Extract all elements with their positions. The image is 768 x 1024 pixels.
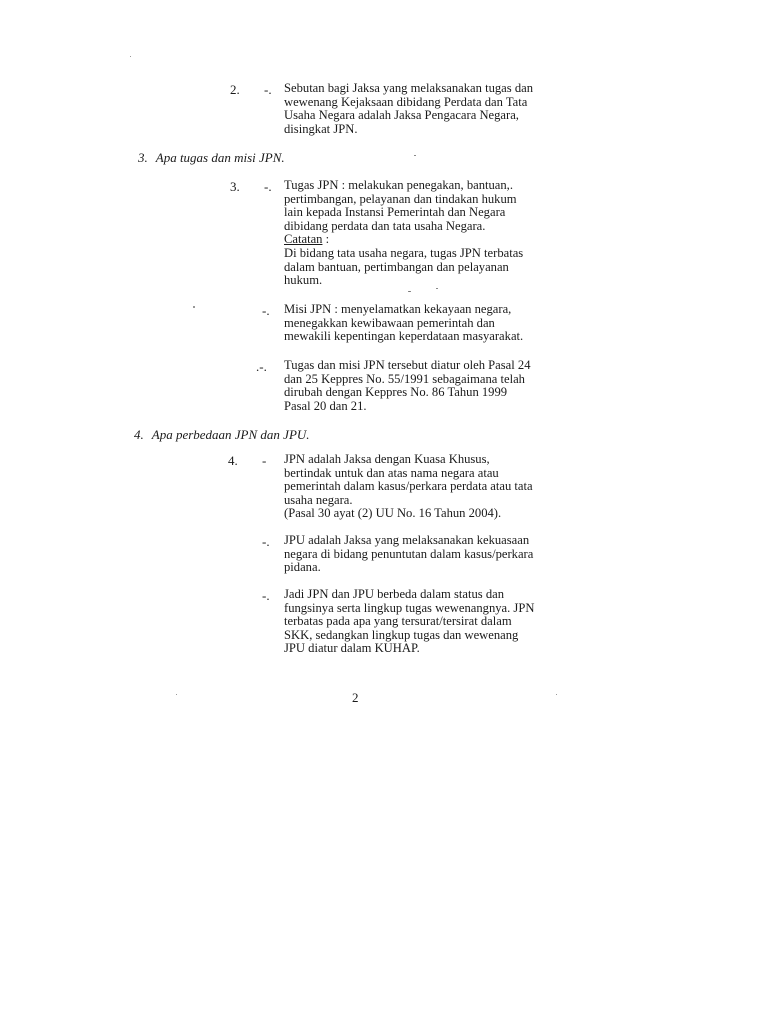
item-number-2: 2. — [230, 82, 240, 97]
page-number: 2 — [352, 690, 359, 705]
paragraph-jpu-definition — [284, 534, 587, 575]
text-line: Di bidang tata usaha negara, tugas JPN terbatas — [284, 245, 524, 260]
text-line: bertindak untuk dan atas nama negara atau — [284, 465, 499, 480]
text-line: dalam bantuan, pertimbangan dan pelayanan — [284, 259, 509, 274]
item-number-3: 3. — [230, 179, 240, 194]
text-line: SKK, sedangkan lingkup tugas dan wewenang — [284, 627, 519, 642]
text-line: pidana. — [284, 560, 321, 575]
heading-number: 4. — [134, 427, 144, 442]
scan-speck — [436, 288, 438, 289]
text-line: JPN adalah Jaksa dengan Kuasa Khusus, — [284, 452, 490, 466]
bullet-dash: - — [262, 453, 267, 468]
text-line: Misi JPN : menyelamatkan kekayaan negara, — [284, 302, 512, 316]
text-line: dan 25 Keppres No. 55/1991 sebagaimana telah — [284, 371, 525, 386]
text-line: mewakili kepentingan keperdataan masyarakat. — [284, 329, 524, 344]
text-line: terbatas pada apa yang tersurat/tersirat dalam — [284, 614, 512, 629]
bullet-dash: .-. — [256, 359, 267, 374]
heading-text: Apa tugas dan misi JPN. — [155, 150, 285, 165]
item-number-4: 4. — [228, 453, 238, 468]
section-heading-4 — [134, 427, 310, 442]
scan-speck — [408, 291, 411, 292]
text-line: hukum. — [284, 273, 323, 288]
heading-number: 3. — [138, 150, 148, 165]
bullet-dash: -. — [264, 82, 272, 97]
note-label: Catatan — [284, 232, 323, 247]
bullet-dash: -. — [262, 303, 270, 318]
paragraph-legal-basis — [284, 359, 587, 413]
section-heading-3 — [138, 150, 285, 165]
text-line: JPU diatur dalam KUHAP. — [284, 641, 420, 656]
note-label-line — [284, 233, 587, 247]
legal-reference: (Pasal 30 ayat (2) UU No. 16 Tahun 2004). — [284, 506, 502, 521]
scan-speck — [556, 694, 557, 695]
bullet-dash: -. — [262, 534, 270, 549]
text-line: menegakkan kewibawaan pemerintah dan — [284, 315, 495, 330]
text-line: Usaha Negara adalah Jaksa Pengacara Negara, — [284, 108, 519, 123]
text-line: JPU adalah Jaksa yang melaksanakan kekuasaan — [284, 533, 530, 547]
scan-speck — [193, 306, 195, 308]
paragraph-jpn-vs-jpu — [284, 453, 587, 521]
scan-speck — [130, 56, 131, 57]
heading-text: Apa perbedaan JPN dan JPU. — [151, 427, 310, 442]
text-line: Sebutan bagi Jaksa yang melaksanakan tugas dan — [284, 81, 534, 95]
paragraph-jpn-tasks — [284, 179, 587, 288]
scan-speck — [176, 694, 177, 695]
text-line: wewenang Kejaksaan dibidang Perdata dan Tata — [284, 94, 528, 109]
bullet-dash: -. — [262, 588, 270, 603]
text-line: fungsinya serta lingkup tugas wewenangnya. JPN — [284, 600, 535, 615]
paragraph-jpn-mission — [284, 303, 587, 344]
text-line: pertimbangan, pelayanan dan tindakan hukum — [284, 191, 517, 206]
text-line: pemerintah dalam kasus/perkara perdata atau tata — [284, 479, 533, 494]
paragraph-conclusion — [284, 588, 587, 656]
text-line: Tugas dan misi JPN tersebut diatur oleh Pasal 24 — [284, 358, 531, 372]
text-line: Jadi JPN dan JPU berbeda dalam status dan — [284, 587, 505, 601]
bullet-dash: -. — [264, 179, 272, 194]
text-line: negara di bidang penuntutan dalam kasus/perkara — [284, 546, 534, 561]
text-line: dibidang perdata dan tata usaha Negara. — [284, 218, 486, 233]
text-line: Pasal 20 dan 21. — [284, 398, 367, 413]
text-line: usaha negara. — [284, 492, 353, 507]
note-colon: : — [322, 232, 330, 247]
scan-speck — [414, 155, 416, 156]
text-line: disingkat JPN. — [284, 121, 358, 136]
paragraph-jpn-definition — [284, 82, 587, 136]
text-line: dirubah dengan Keppres No. 86 Tahun 1999 — [284, 385, 508, 400]
text-line: lain kepada Instansi Pemerintah dan Negara — [284, 205, 506, 220]
text-line: Tugas JPN : melakukan penegakan, bantuan,. — [284, 178, 513, 192]
